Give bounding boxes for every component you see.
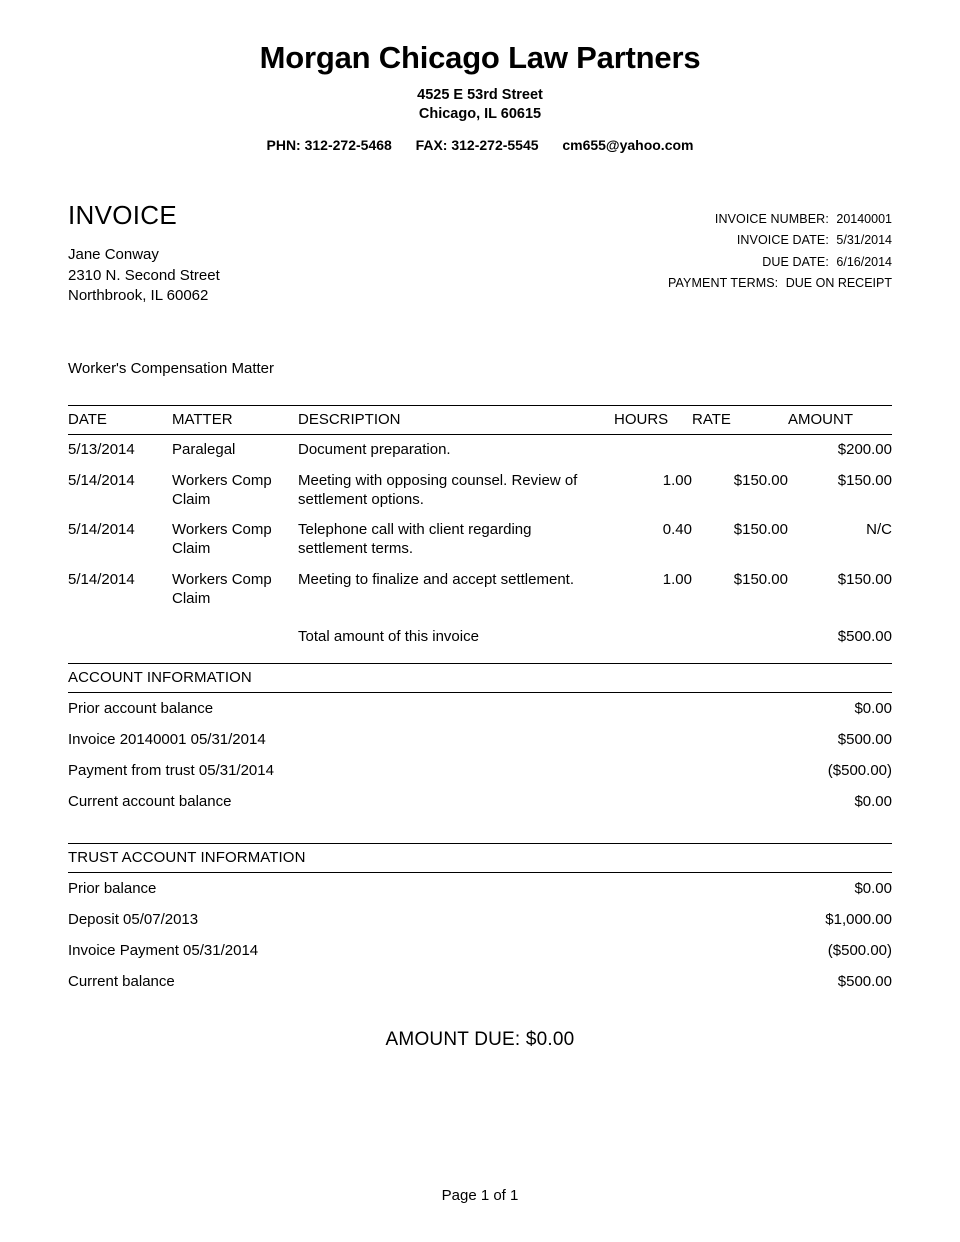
table-header-row: [68, 406, 892, 435]
invoice-meta-row: [668, 230, 892, 252]
invoice-total-label: Total amount of this invoice: [298, 628, 479, 646]
column-header-date: DATE: [68, 406, 172, 435]
firm-address-line2: Chicago, IL 60615: [418, 106, 542, 123]
bill-to-street: 2310 N. Second Street: [68, 266, 220, 284]
letterhead: [68, 0, 892, 153]
invoice-number-value: 20140001: [836, 211, 892, 226]
cell-hours: [614, 435, 692, 466]
cell-matter: Workers Comp Claim: [172, 521, 272, 558]
list-item: [68, 786, 892, 817]
column-header-matter: MATTER: [172, 406, 298, 435]
cell-hours: 1.00: [662, 570, 692, 588]
account-row-amount: $500.00: [837, 731, 892, 749]
column-header-rate: RATE: [692, 406, 788, 435]
account-row-label: Current account balance: [68, 793, 232, 811]
cell-date: 5/14/2014: [68, 521, 135, 539]
column-header-amount: AMOUNT: [788, 406, 892, 435]
cell-date: 5/13/2014: [68, 441, 135, 459]
account-row-amount: $0.00: [854, 700, 892, 718]
page-number-label: Page 1 of 1: [441, 1187, 519, 1204]
firm-fax: FAX: 312-272-5545: [415, 136, 539, 153]
due-date-label: DUE DATE:: [762, 254, 829, 269]
cell-rate: $150.00: [733, 471, 788, 489]
cell-description: Meeting with opposing counsel. Review of settlement options.: [298, 471, 578, 508]
cell-matter: Paralegal: [172, 441, 236, 459]
cell-matter: Workers Comp Claim: [172, 471, 272, 508]
trust-row-amount: $0.00: [854, 880, 892, 898]
list-item: [68, 724, 892, 755]
invoice-meta-row: [668, 209, 892, 231]
table-row: [68, 466, 892, 516]
account-row-label: Payment from trust 05/31/2014: [68, 762, 274, 780]
list-item: [68, 873, 892, 905]
firm-name: Morgan Chicago Law Partners: [259, 40, 701, 75]
table-row: [68, 435, 892, 466]
invoice-header-left: [68, 201, 220, 306]
invoice-meta-row: [668, 273, 892, 295]
trust-row-label: Prior balance: [68, 880, 157, 898]
trust-row-amount: ($500.00): [827, 942, 892, 960]
section-gap: [68, 817, 892, 839]
account-information-section: [68, 663, 892, 817]
page-title: INVOICE: [68, 199, 178, 230]
bill-to-city-state-zip: Northbrook, IL 60062: [68, 286, 209, 304]
invoice-total-row: [68, 614, 892, 663]
due-date-value: 6/16/2014: [836, 254, 892, 269]
column-header-description: DESCRIPTION: [298, 406, 614, 435]
list-item: [68, 755, 892, 786]
firm-address-line1: 4525 E 53rd Street: [417, 86, 543, 103]
cell-description: Telephone call with client regarding settlement terms.: [298, 521, 532, 558]
cell-amount: $150.00: [837, 471, 892, 489]
firm-contact: [68, 137, 892, 153]
account-row-label: Invoice 20140001 05/31/2014: [68, 731, 266, 749]
cell-rate: $150.00: [733, 570, 788, 588]
firm-phone: PHN: 312-272-5468: [266, 136, 392, 153]
trust-account-information-section: [68, 843, 892, 997]
trust-account-information-title: TRUST ACCOUNT INFORMATION: [68, 844, 732, 873]
matter-line: Worker's Compensation Matter: [68, 360, 274, 378]
invoice-meta-row: [668, 252, 892, 274]
account-information-title-spacer: [732, 664, 892, 693]
account-information-title: ACCOUNT INFORMATION: [68, 664, 732, 693]
trust-account-information-title-spacer: [732, 844, 892, 873]
total-spacer-matter: [172, 614, 298, 663]
payment-terms-value: DUE ON RECEIPT: [785, 276, 892, 291]
invoice-total-amount: $500.00: [837, 628, 892, 646]
cell-rate: $150.00: [733, 521, 788, 539]
trust-row-label: Current balance: [68, 973, 175, 991]
list-item: [68, 935, 892, 966]
total-spacer-hours: [614, 614, 692, 663]
page-footer: [0, 1187, 960, 1204]
cell-date: 5/14/2014: [68, 471, 135, 489]
cell-hours: 1.00: [662, 471, 692, 489]
list-item: [68, 904, 892, 935]
total-spacer-date: [68, 614, 172, 663]
account-row-label: Prior account balance: [68, 700, 214, 718]
cell-description: Meeting to finalize and accept settlement.: [298, 570, 574, 588]
amount-due: AMOUNT DUE: $0.00: [385, 1029, 575, 1051]
cell-date: 5/14/2014: [68, 570, 135, 588]
firm-address: [68, 86, 892, 125]
invoice-number-label: INVOICE NUMBER:: [714, 211, 829, 226]
cell-amount: N/C: [866, 521, 892, 539]
trust-row-label: Deposit 05/07/2013: [68, 911, 199, 929]
invoice-header: [68, 201, 892, 306]
table-row: [68, 565, 892, 615]
trust-row-amount: $500.00: [837, 973, 892, 991]
section-title-row: [68, 844, 892, 873]
cell-description: Document preparation.: [298, 441, 451, 459]
trust-row-label: Invoice Payment 05/31/2014: [68, 942, 259, 960]
bill-to-block: [68, 245, 220, 306]
cell-rate: [692, 435, 788, 466]
section-title-row: [68, 664, 892, 693]
total-spacer-rate: [692, 614, 788, 663]
trust-row-amount: $1,000.00: [825, 911, 892, 929]
list-item: [68, 693, 892, 725]
invoice-date-label: INVOICE DATE:: [736, 233, 829, 248]
bill-to-name: Jane Conway: [68, 246, 159, 264]
firm-email: cm655@yahoo.com: [562, 136, 694, 153]
payment-terms-label: PAYMENT TERMS:: [668, 276, 779, 291]
invoice-date-value: 5/31/2014: [836, 233, 892, 248]
cell-hours: 0.40: [662, 521, 692, 539]
cell-matter: Workers Comp Claim: [172, 570, 272, 607]
account-row-amount: ($500.00): [827, 762, 892, 780]
invoice-meta: [668, 201, 892, 295]
line-items-table: [68, 405, 892, 663]
column-header-hours: HOURS: [614, 406, 692, 435]
cell-amount: $200.00: [837, 441, 892, 459]
account-row-amount: $0.00: [854, 793, 892, 811]
table-row: [68, 515, 892, 565]
list-item: [68, 966, 892, 997]
cell-amount: $150.00: [837, 570, 892, 588]
